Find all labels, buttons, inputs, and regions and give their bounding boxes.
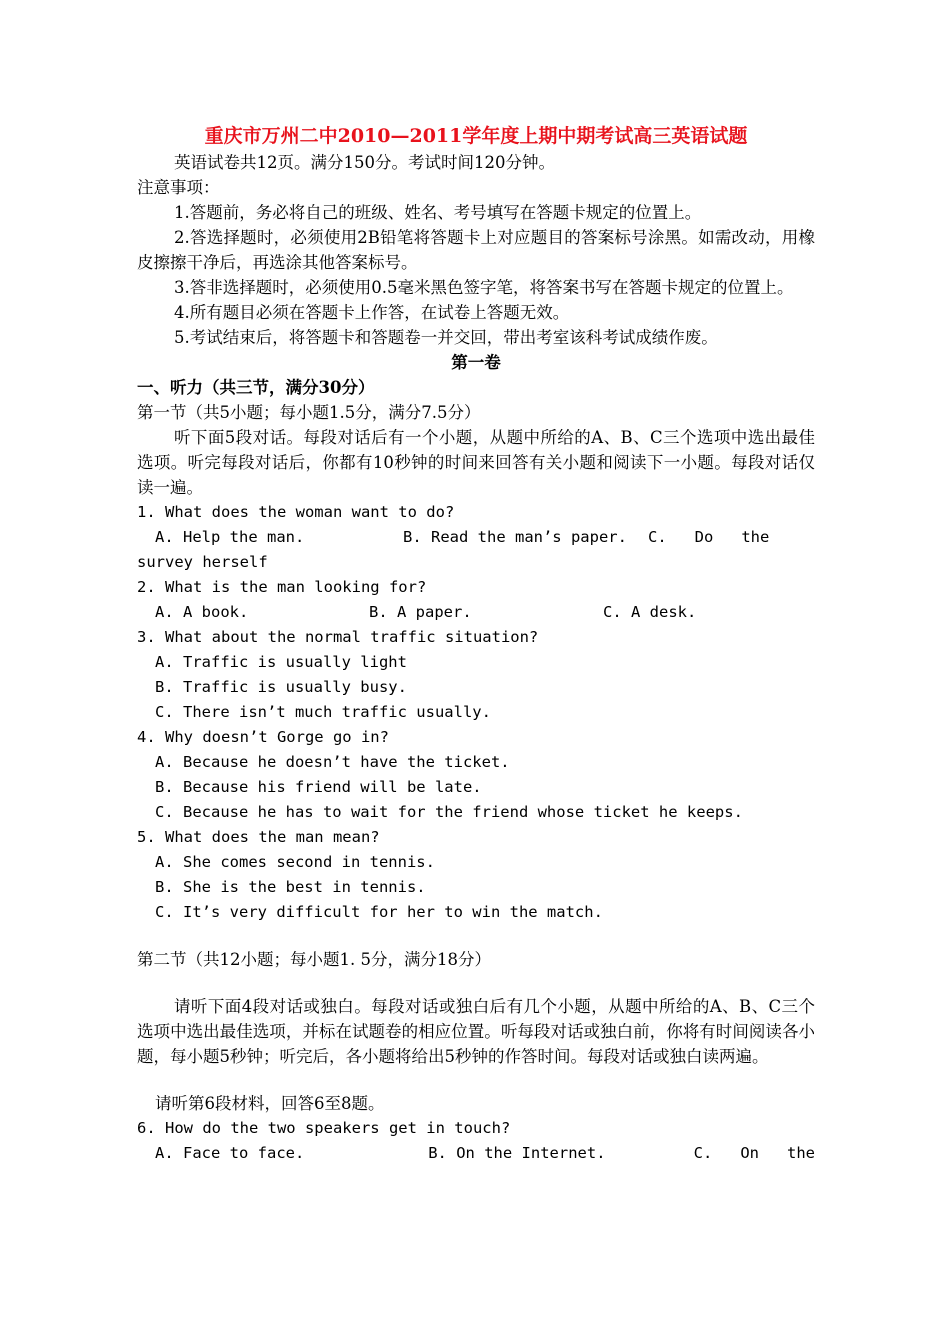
question-stem: 6. How do the two speakers get in touch? (137, 1119, 511, 1137)
option-a: A. She comes second in tennis. (155, 853, 435, 871)
question-stem: 4. Why doesn’t Gorge go in? (137, 728, 389, 746)
notice-item: 1.答题前，务必将自己的班级、姓名、考号填写在答题卡规定的位置上。 (174, 203, 702, 222)
exam-title: 重庆市万州二中2010—2011学年度上期中期考试高三英语试题 (204, 125, 748, 147)
option-b: B. A paper. (369, 603, 472, 621)
option-c: C. On the (693, 1144, 815, 1162)
volume-title: 第一卷 (451, 353, 501, 372)
option-b: B. Because his friend will be late. (155, 778, 482, 796)
exam-page (137, 122, 815, 1166)
option-b: B. She is the best in tennis. (155, 878, 426, 896)
option-a: A. Help the man. (155, 528, 305, 546)
question-stem: 2. What is the man looking for? (137, 578, 427, 596)
notice-item: 4.所有题目必须在答题卡上作答，在试卷上答题无效。 (174, 303, 570, 322)
question-stem: 5. What does the man mean? (137, 828, 380, 846)
exam-intro: 英语试卷共12页。满分150分。考试时间120分钟。 (174, 153, 555, 172)
spacer (137, 972, 815, 994)
notice-heading: 注意事项： (137, 178, 220, 197)
notice-item: 5.考试结束后，将答题卡和答题卷一并交回，带出考室该科考试成绩作废。 (174, 328, 718, 347)
notice-item: 3.答非选择题时，必须使用0.5毫米黑色签字笔，将答案书写在答题卡规定的位置上。 (174, 278, 794, 297)
option-c: C. Do the (648, 528, 770, 546)
section2-heading: 第二节（共12小题；每小题1. 5分，满分18分） (137, 950, 491, 969)
option-c: C. It’s very difficult for her to win the match. (155, 903, 603, 921)
spacer (137, 925, 815, 947)
option-c-continued: survey herself (137, 553, 268, 571)
notice-item: 2.答选择题时，必须使用2B铅笔将答题卡上对应题目的答案标号涂黑。如需改动，用橡皮擦擦干净后，再选涂其他答案标号。 (137, 228, 815, 272)
option-c: C. Because he has to wait for the friend whose ticket he keeps. (155, 803, 743, 821)
spacer (137, 1069, 815, 1091)
question-options (137, 600, 815, 625)
option-a: A. Face to face. (155, 1144, 305, 1162)
section2-instructions: 请听下面4段对话或独白。每段对话或独白后有几个小题，从题中所给的A、B、C三个选项中选出最佳选项，并标在试题卷的相应位置。听每段对话或独白前，你将有时间阅读各小题，每小题5秒钟；听完后，各小题将给出5秒钟的作答时间。每段对话或独白读两遍。 (137, 997, 815, 1066)
option-a: A. Traffic is usually light (155, 653, 407, 671)
question-options (137, 1141, 815, 1166)
option-a: A. Because he doesn’t have the ticket. (155, 753, 510, 771)
part1-heading: 一、听力（共三节，满分30分） (137, 378, 375, 397)
option-c: C. There isn’t much traffic usually. (155, 703, 491, 721)
section1-heading: 第一节（共5小题；每小题1.5分，满分7.5分） (137, 403, 481, 422)
option-c: C. A desk. (603, 603, 697, 621)
option-b: B. Traffic is usually busy. (155, 678, 407, 696)
question-stem: 3. What about the normal traffic situation? (137, 628, 539, 646)
question-stem: 1. What does the woman want to do? (137, 503, 455, 521)
option-a: A. A book. (155, 603, 249, 621)
material-6-instruction: 请听第6段材料，回答6至8题。 (155, 1094, 385, 1113)
option-b: B. On the Internet. (428, 1144, 606, 1162)
question-options (137, 525, 815, 550)
option-b: B. Read the man’s paper. (403, 528, 627, 546)
section1-instructions: 听下面5段对话。每段对话后有一个小题，从题中所给的A、B、C三个选项中选出最佳选项。听完每段对话后，你都有10秒钟的时间来回答有关小题和阅读下一小题。每段对话仅读一遍。 (137, 428, 815, 497)
